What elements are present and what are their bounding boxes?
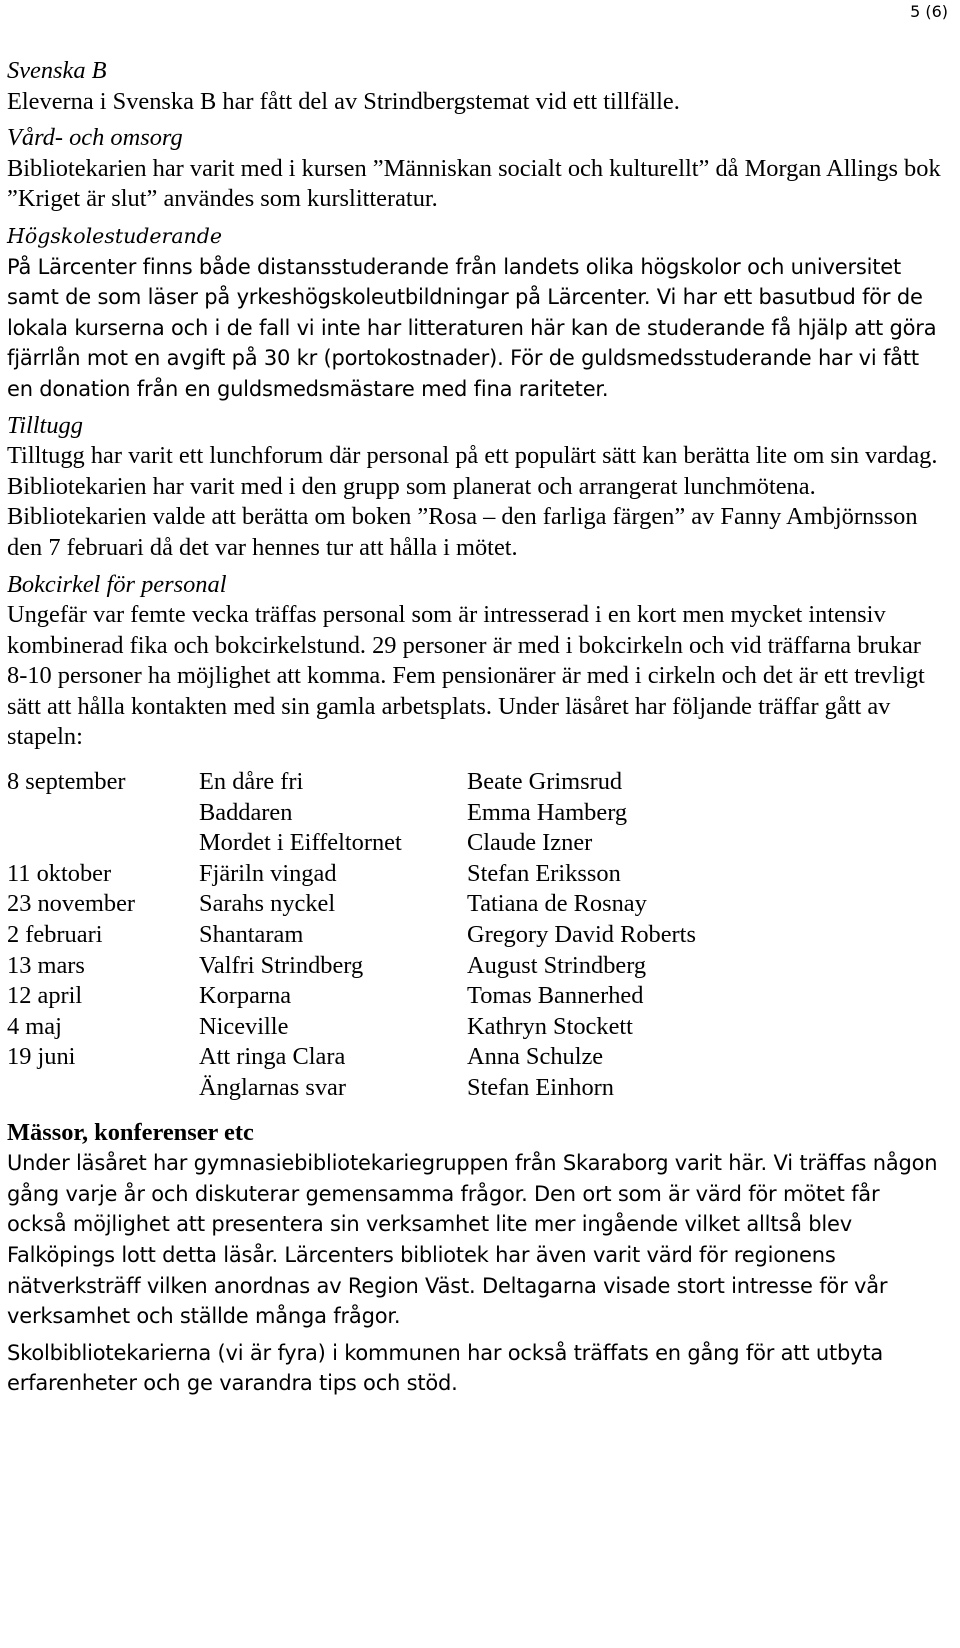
paragraph-vard-omsorg: Bibliotekarien har varit med i kursen ”Människan socialt och kulturellt” då Morgan Allings bok ”Kriget är slut” användes som kurslitteratur. (7, 154, 941, 213)
heading-bokcirkel: Bokcirkel för personal (7, 570, 227, 598)
book-author: Beate Grimsrud (467, 768, 623, 796)
book-title: Fjäriln vingad (199, 859, 337, 887)
meeting-date: 11 oktober (7, 859, 112, 887)
document-body (7, 56, 942, 1399)
book-title: Niceville (199, 1012, 289, 1040)
meeting-date: 13 mars (7, 951, 85, 979)
table-row (7, 1073, 696, 1104)
table-row (7, 798, 696, 829)
book-author: Stefan Einhorn (467, 1074, 614, 1101)
paragraph-massor-1: Under läsåret har gymnasiebibliotekariegruppen från Skaraborg varit här. Vi träffas någon gång varje år och diskuterar gemensamma frågor. Den ort som är värd för mötet får också möjlighet att presentera sin verksamhet lite mer ingående vilket alltså blev Falköpings lott detta läsår. Lärcenters bibliotek har även varit värd för regionens nätverksträff vilken anordnas av Region Väst. Deltagarna visade stort intresse för vår verksamhet och ställde många frågor. (7, 1151, 938, 1329)
book-author: Stefan Eriksson (467, 859, 621, 887)
book-author: Claude Izner (467, 829, 593, 857)
heading-svenska-b: Svenska B (7, 57, 107, 84)
paragraph-tilltugg: Tilltugg har varit ett lunchforum där personal på ett populärt sätt kan berätta lite om sin vardag. Bibliotekarien har varit med i den grupp som planerat och arrangerat lunchmötena. Bibliotekarien valde att berätta om boken ”Rosa – den farliga färgen” av Fanny Ambjörnsson den 7 februari då det var hennes tur att hålla i mötet. (7, 442, 938, 561)
book-title: Änglarnas svar (199, 1074, 346, 1101)
meeting-date: 8 september (7, 768, 126, 796)
table-row (7, 859, 696, 890)
book-title: Shantaram (199, 921, 304, 949)
paragraph-hogskolestuderande: På Lärcenter finns både distansstuderande från landets olika högskolor och universitet samt de som läser på yrkeshögskoleutbildningar på Lärcenter. Vi har ett basutbud för de lokala kurserna och i de fall vi inte har litteraturen här kan de studerande få hjälp att göra fjärrlån mot en avgift på 30 kr (portokostnader). För de guldsmedsstuderande har vi fått en donation från en guldsmedsmästare med fina rariteter. (7, 254, 937, 401)
meeting-date (7, 828, 199, 859)
meeting-date (7, 798, 199, 829)
book-title: En dåre fri (199, 768, 304, 796)
book-title: Korparna (199, 982, 292, 1010)
book-author: Gregory David Roberts (467, 921, 696, 949)
table-row (7, 828, 696, 859)
heading-hogskolestuderande: Högskolestuderande (7, 223, 223, 248)
page-number: 5 (6) (910, 2, 948, 21)
book-author: Anna Schulze (467, 1043, 604, 1071)
meeting-date: 19 juni (7, 1043, 76, 1071)
book-title: Mordet i Eiffeltornet (199, 829, 402, 857)
book-author: August Strindberg (467, 951, 647, 979)
heading-massor: Mässor, konferenser etc (7, 1118, 254, 1146)
book-author: Tomas Bannerhed (467, 982, 644, 1010)
book-author: Tatiana de Rosnay (467, 890, 647, 918)
table-row (7, 767, 696, 798)
book-title: Valfri Strindberg (199, 951, 364, 979)
meeting-date: 12 april (7, 982, 83, 1010)
book-title: Sarahs nyckel (199, 890, 336, 918)
table-row (7, 920, 696, 951)
table-row (7, 1042, 696, 1073)
paragraph-svenska-b: Eleverna i Svenska B har fått del av Strindbergstemat vid ett tillfälle. (7, 87, 680, 115)
meeting-date: 23 november (7, 890, 136, 918)
book-meetings-table (7, 767, 696, 1104)
book-title: Baddaren (199, 798, 293, 826)
meeting-date: 2 februari (7, 921, 103, 949)
book-author: Kathryn Stockett (467, 1012, 633, 1040)
heading-tilltugg: Tilltugg (7, 411, 83, 439)
table-row (7, 951, 696, 982)
table-row (7, 889, 696, 920)
paragraph-massor-2: Skolbibliotekarierna (vi är fyra) i kommunen har också träffats en gång för att utbyta erfarenheter och ge varandra tips och stöd. (7, 1340, 884, 1396)
table-row (7, 981, 696, 1012)
meeting-date (7, 1073, 199, 1104)
book-title: Att ringa Clara (199, 1043, 346, 1071)
book-author: Emma Hamberg (467, 798, 628, 826)
table-row (7, 1012, 696, 1043)
meeting-date: 4 maj (7, 1012, 62, 1040)
heading-vard-omsorg: Vård- och omsorg (7, 124, 183, 152)
paragraph-bokcirkel: Ungefär var femte vecka träffas personal som är intresserad i en kort men mycket intensiv kombinerad fika och bokcirkelstund. 29 personer är med i bokcirkeln och vid träffarna brukar 8-10 personer ha möjlighet att komma. Fem pensionärer är med i cirkeln och det är ett trevligt sätt att hålla kontakten med sin gamla arbetsplats. Under läsåret har följande träffar gått av stapeln: (7, 601, 925, 751)
